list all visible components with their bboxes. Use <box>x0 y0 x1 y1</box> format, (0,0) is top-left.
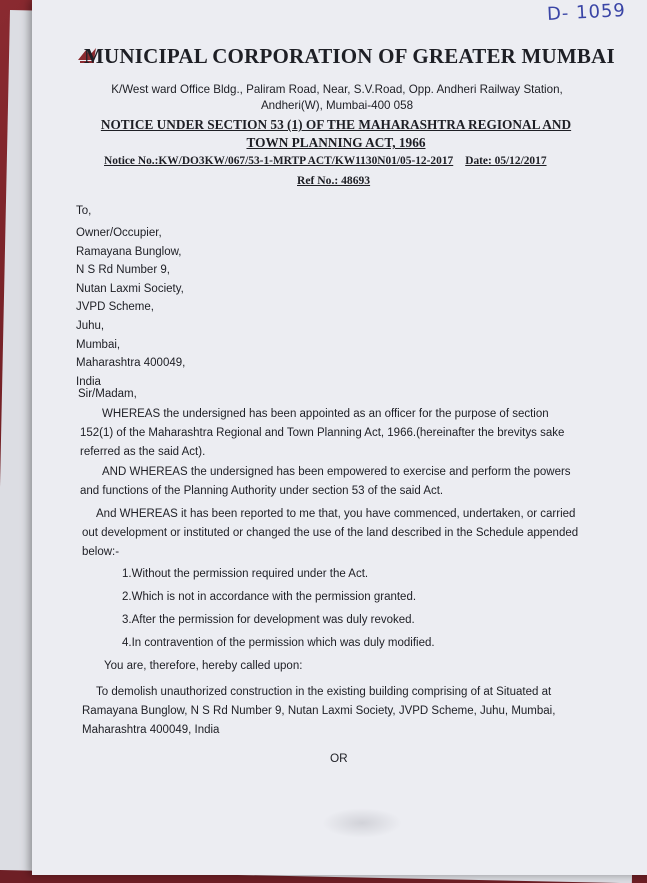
reference-number: Ref No.: 48693 <box>297 174 371 187</box>
salutation: Sir/Madam, <box>78 388 137 400</box>
paragraph-line: And WHEREAS it has been reported to me that, you have commenced, undertaken, or carried <box>96 508 576 520</box>
office-address <box>102 82 572 114</box>
notice-document <box>32 0 647 875</box>
address-line: Andheri(W), Mumbai-400 058 <box>260 99 414 112</box>
corporation-title: MUNICIPAL CORPORATION OF GREATER MUMBAI <box>84 44 615 68</box>
to-label: To, <box>76 205 92 217</box>
recipient-line: N S Rd Number 9, <box>76 264 170 277</box>
list-item: 4.In contravention of the permission which was duly modified. <box>122 637 435 649</box>
called-upon-text: You are, therefore, hereby called upon: <box>104 660 303 672</box>
recipient-line: Nutan Laxmi Society, <box>76 282 184 295</box>
list-item: 2.Which is not in accordance with the permission granted. <box>122 591 417 603</box>
notice-number-line <box>104 155 574 167</box>
recipient-line: Mumbai, <box>76 338 121 351</box>
address-line: K/West ward Office Bldg., Paliram Road, Near, S.V.Road, Opp. Andheri Railway Station, <box>111 83 563 96</box>
paragraph-line: AND WHEREAS the undersigned has been empowered to exercise and perform the powers <box>102 466 571 478</box>
paragraph-appointment <box>80 405 620 461</box>
handwritten-number: D- 1059 <box>546 0 627 26</box>
paragraph-empowerment <box>80 463 620 501</box>
paragraph-line: Ramayana Bunglow, N S Rd Number 9, Nutan Laxmi Society, JVPD Scheme, Juhu, Mumbai, <box>82 704 556 717</box>
recipient-line: JVPD Scheme, <box>76 301 154 314</box>
recipient-line: India <box>76 375 101 388</box>
notice-date: Date: 05/12/2017 <box>465 155 547 167</box>
list-item: 1.Without the permission required under the Act. <box>122 568 369 580</box>
recipient-line: Ramayana Bunglow, <box>76 245 182 258</box>
notice-heading-line: TOWN PLANNING ACT, 1966 <box>246 135 426 150</box>
notice-number: Notice No.:KW/DO3KW/067/53-1-MRTP ACT/KW1130N01/05-12-2017 <box>104 155 454 167</box>
or-separator: OR <box>330 751 348 765</box>
recipient-address <box>76 224 185 391</box>
ink-smudge <box>322 808 402 838</box>
paragraph-demolish <box>82 683 622 739</box>
paragraph-line: and functions of the Planning Authority under section 53 of the said Act. <box>80 484 444 497</box>
paragraph-line: WHEREAS the undersigned has been appointed as an officer for the purpose of section <box>102 408 549 420</box>
paragraph-line: Maharashtra 400049, India <box>82 723 220 736</box>
paragraph-report <box>82 505 622 561</box>
recipient-line: Owner/Occupier, <box>76 227 162 239</box>
paragraph-line: 152(1) of the Maharashtra Regional and Town Planning Act, 1966.(hereinafter the brevitys sake <box>80 426 565 439</box>
notice-heading <box>86 116 586 152</box>
list-item: 3.After the permission for development was duly revoked. <box>122 614 415 626</box>
paragraph-line: out development or instituted or changed the use of the land described in the Schedule appended <box>82 526 579 539</box>
notice-heading-line: NOTICE UNDER SECTION 53 (1) OF THE MAHARASHTRA REGIONAL AND <box>100 117 572 132</box>
paragraph-line: To demolish unauthorized construction in the existing building comprising of at Situated at <box>96 686 552 698</box>
recipient-line: Maharashtra 400049, <box>76 357 186 370</box>
paragraph-line: referred as the said Act). <box>80 445 206 458</box>
paragraph-line: below:- <box>82 545 120 558</box>
recipient-line: Juhu, <box>76 319 105 332</box>
